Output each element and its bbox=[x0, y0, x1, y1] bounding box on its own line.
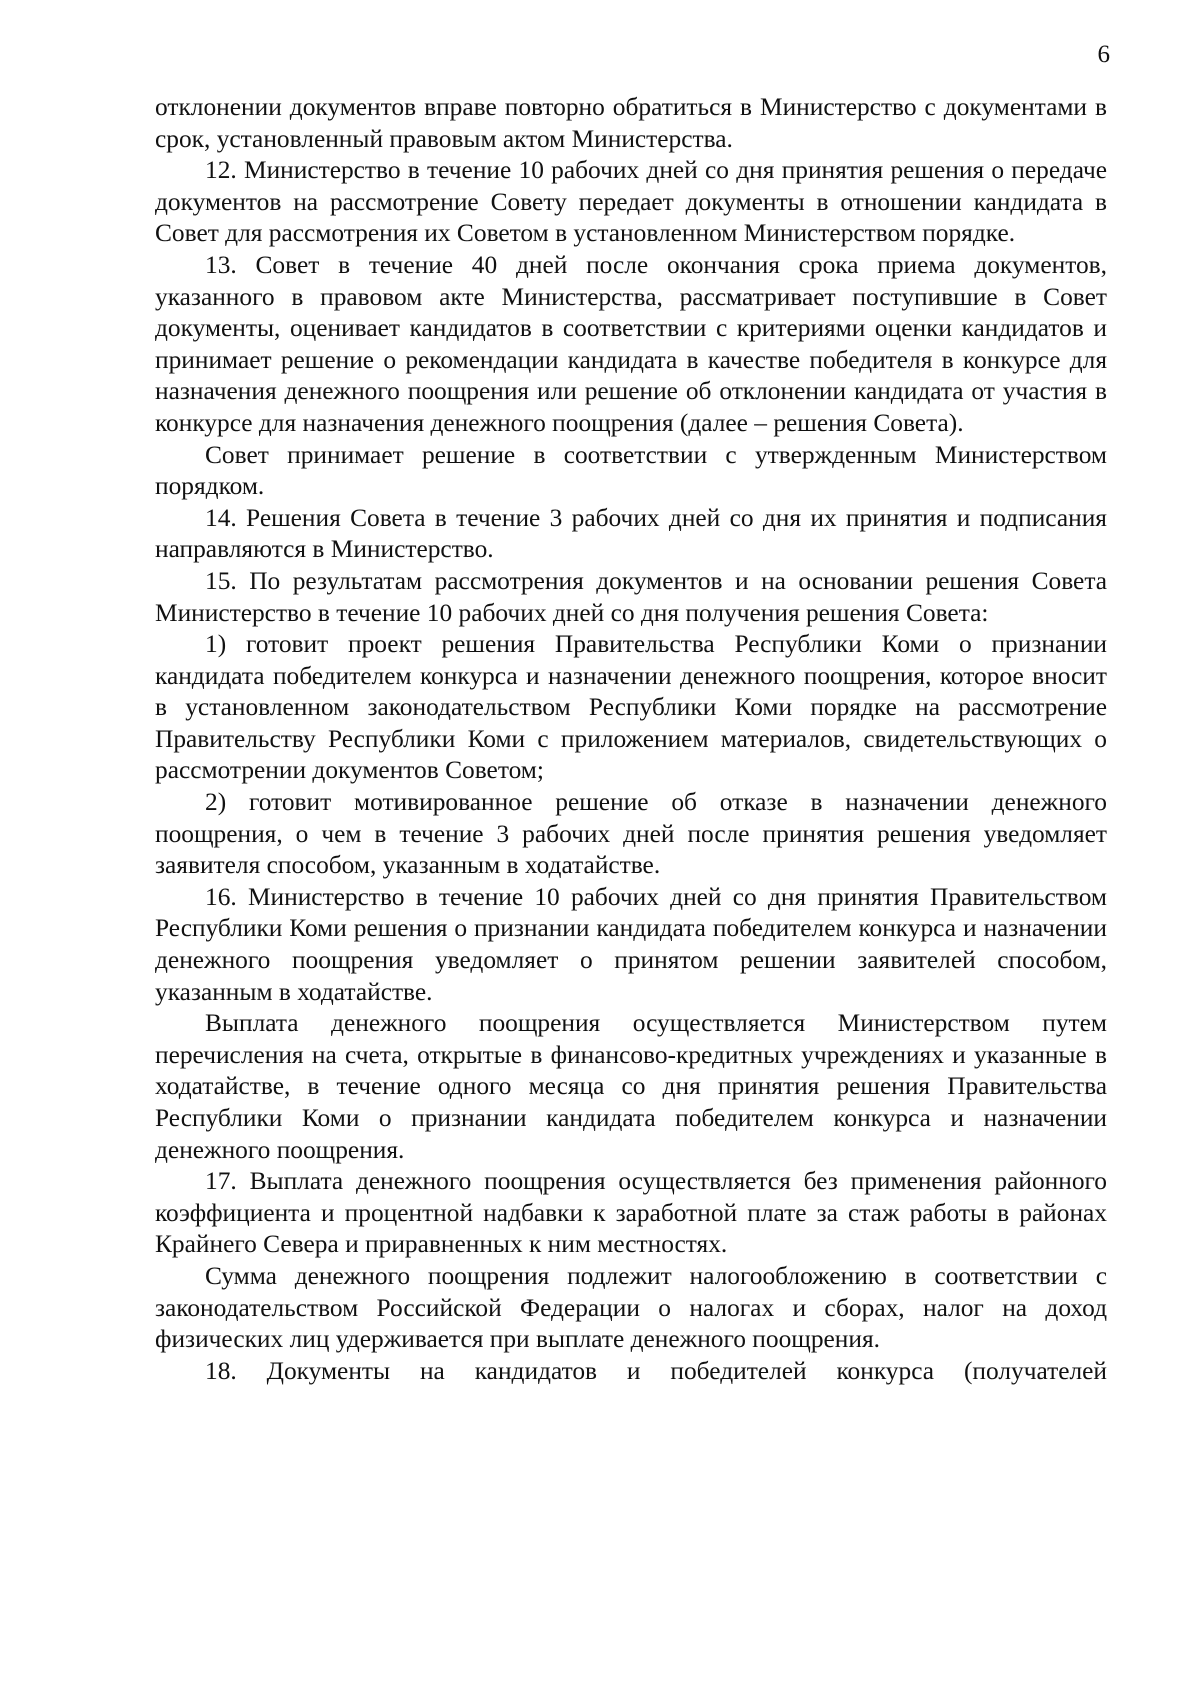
paragraph-item-16: 16. Министерство в течение 10 рабочих дней со дня принятия Правительством Республики Коми решения о признании кандидата победителем конкурса и назначении денежного поощрения уведомляет о принятом решении заявителей способом, указанным в ходатайстве. bbox=[155, 882, 1107, 1006]
paragraph-item-13: 13. Совет в течение 40 дней после окончания срока приема документов, указанного в правовом акте Министерства, рассматривает поступившие в Совет документы, оценивает кандидатов в соответствии с критериями оценки кандидатов и принимает решение о рекомендации кандидата в качестве победителя в конкурсе для назначения денежного поощрения или решение об отклонении кандидата от участия в конкурсе для назначения денежного поощрения (далее – решения Совета). bbox=[155, 250, 1107, 437]
paragraph: Сумма денежного поощрения подлежит налогообложению в соответствии с законодательством Российской Федерации о налогах и сборах, налог на доход физических лиц удерживается при выплате денежного поощрения. bbox=[155, 1261, 1107, 1354]
paragraph: отклонении документов вправе повторно обратиться в Министерство с документами в срок, установленный правовым актом Министерства. bbox=[155, 93, 1107, 153]
paragraph-item-17: 17. Выплата денежного поощрения осуществляется без применения районного коэффициента и процентной надбавки к заработной плате за стаж работы в районах Крайнего Севера и приравненных к ним местностях. bbox=[155, 1167, 1107, 1259]
paragraph-item-15: 15. По результатам рассмотрения документов и на основании решения Совета Министерство в течение 10 рабочих дней со дня получения решения Совета: bbox=[155, 566, 1107, 627]
page-number: 6 bbox=[1097, 41, 1110, 68]
subitem-2: 2) готовит мотивированное решение об отказе в назначении денежного поощрения, о чем в течение 3 рабочих дней после принятия решения уведомляет заявителя способом, указанным в ходатайстве. bbox=[155, 788, 1107, 880]
paragraph-item-14: 14. Решения Совета в течение 3 рабочих дней со дня их принятия и подписания направляются в Министерство. bbox=[155, 503, 1107, 564]
paragraph: Совет принимает решение в соответствии с утвержденным Министерством порядком. bbox=[155, 440, 1107, 501]
subitem-1: 1) готовит проект решения Правительства Республики Коми о признании кандидата победителем конкурса и назначении денежного поощрения, которое вносит в установленном законодательством Республики Коми порядке на рассмотрение Правительству Республики Коми с приложением материалов, свидетельствующих о рассмотрении документов Советом; bbox=[155, 630, 1107, 785]
paragraph: Выплата денежного поощрения осуществляется Министерством путем перечисления на счета, открытые в финансово-кредитных учреждениях и указанные в ходатайстве, в течение одного месяца со дня принятия решения Правительства Республики Коми о признании кандидата победителем конкурса и назначении денежного поощрения. bbox=[155, 1009, 1107, 1164]
document-body bbox=[155, 92, 1107, 1387]
paragraph-item-18: 18. Документы на кандидатов и победителей конкурса (получателей bbox=[205, 1356, 1107, 1385]
paragraph-item-12: 12. Министерство в течение 10 рабочих дней со дня принятия решения о передаче документов на рассмотрение Совету передает документы в отношении кандидата в Совет для рассмотрения их Советом в установленном Министерством порядке. bbox=[155, 156, 1107, 248]
